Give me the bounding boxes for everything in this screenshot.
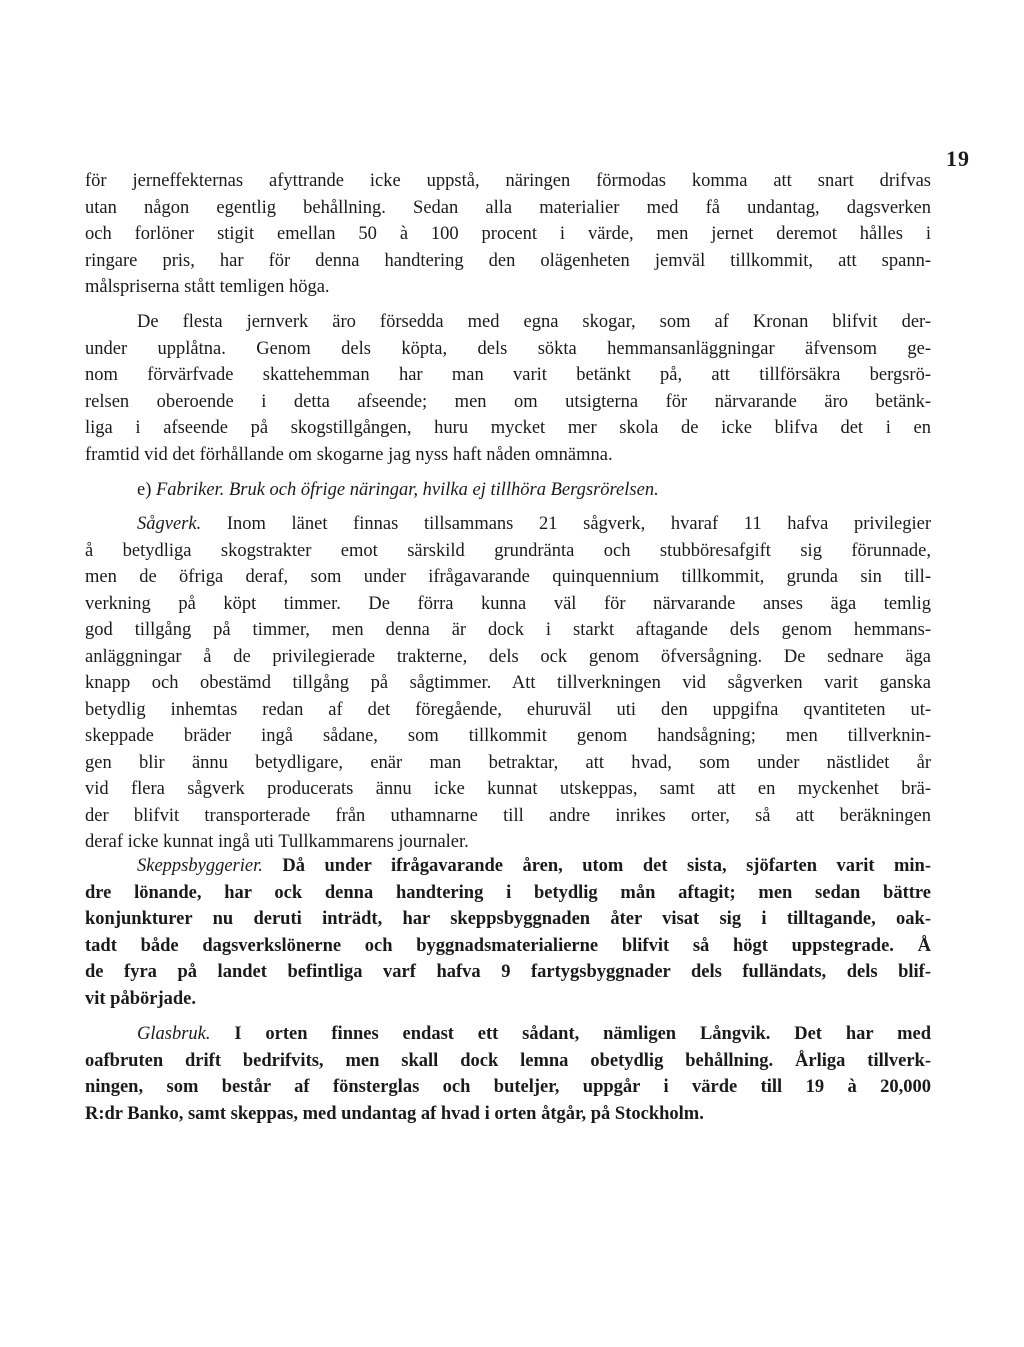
text-line: dre lönande, har ock denna handtering i betydlig mån aftagit; men sedan bättre [85,882,931,903]
section-title: Fabriker. Bruk och öfrige näringar, hvilka ej tillhöra Bergsrörelsen. [156,480,659,500]
text-line [85,853,931,880]
text-line: R:dr Banko, samt skeppas, med undantag af hvad i orten åtgår, på Stockholm. [85,1103,704,1124]
text-line: verkning på köpt timmer. De förra kunna väl för närvarande anses äga temlig [85,593,931,614]
text-line: liga i afseende på skogstillgången, huru mycket mer skola de icke blifva det i en [85,418,931,438]
text-line: å betydliga skogstrakter emot särskild grundränta och stubböresafgift sig förunnade, [85,540,931,561]
text-line: ringare pris, har för denna handtering den olägenheten jemväl tillkommit, att spann- [85,250,931,271]
paragraph-skeppsbyggerier [85,853,931,1012]
paragraph-sagverk [85,511,931,856]
text-line: under upplåtna. Genom dels köpta, dels sökta hemmansanläggningar äfvensom ge- [85,338,931,359]
text-line: der blifvit transporterade från uthamnarne till andre inrikes orter, så att beräkningen [85,805,931,826]
text-line: anläggningar å de privilegierade trakterne, dels ock genom öfversågning. De sednare äga [85,646,931,667]
paragraph-glasbruk [85,1021,931,1127]
text-line: oafbruten drift bedrifvits, men skall dock lemna obetydlig behållning. Årliga tillverk- [85,1050,931,1071]
text-line: betydlig inhemtas redan af det föregående, ehuruväl uti den uppgifna qvantiteten ut- [85,699,931,720]
text-line: utan någon egentlig behållning. Sedan alla materialier med få undantag, dagsverken [85,197,931,218]
text-line: men de öfriga deraf, som under ifrågavarande quinquennium tillkommit, grunda sin till- [85,567,931,587]
text-line-content: Inom länet finnas tillsammans 21 sågverk, hvaraf 11 hafva privilegier [226,514,932,534]
text-line [85,1021,931,1048]
paragraph-2 [85,309,931,468]
text-line: god tillgång på timmer, men denna är dock i starkt aftagande dels genom hemmans- [85,620,931,640]
text-line: nom förvärfvade skattehemman har man varit betänkt på, att tillförsäkra bergsrö- [85,365,931,385]
text-line: och forlöner stigit emellan 50 à 100 procent i värde, men jernet deremot hålles i [85,224,931,244]
text-line: deraf icke kunnat ingå uti Tullkammarens journaler. [85,832,469,852]
text-line: ningen, som består af fönsterglas och buteljer, uppgår i värde till 19 à 20,000 [85,1077,931,1097]
text-line: för jerneffekternas afyttrande icke uppstå, näringen förmodas komma att snart drifvas [85,171,931,191]
text-line: tadt både dagsverkslönerne och byggnadsmaterialierne blifvit så högt uppstegrade. Å [85,935,931,956]
text-line: de fyra på landet befintliga varf hafva 9 fartygsbyggnader dels fulländats, dels blif- [85,962,931,982]
text-line: framtid vid det förhållande om skogarne jag nyss haft nåden omnämna. [85,444,613,465]
text-line: De flesta jernverk äro försedda med egna skogar, som af Kronan blifvit der- [137,312,931,332]
text-line-content: I orten finnes endast ett sådant, nämligen Långvik. Det har med [234,1024,931,1044]
text-line: konjunkturer nu deruti inträdt, har skeppsbyggnaden åter visat sig i tilltagande, oak- [85,909,931,929]
paragraph-1 [85,168,931,301]
text-line: gen blir ännu betydligare, enär man betraktar, att hvad, som under nästlidet år [85,752,931,773]
text-line: skeppade bräder ingå sådane, som tillkommit genom handsågning; men tillverknin- [85,726,931,746]
section-label: e) [137,480,152,500]
text-line-content: Då under ifrågavarande åren, utom det sista, sjöfarten varit min- [282,856,932,876]
text-line: vit påbörjade. [85,988,196,1009]
section-heading-line [85,477,931,504]
text-line [85,511,931,538]
text-line: knapp och obestämd tillgång på sågtimmer. Att tillverkningen vid sågverken varit ganska [85,673,931,693]
text-line: målspriserna stått temligen höga. [85,277,330,297]
paragraph-title: Skeppsbyggerier. [137,856,263,876]
text-line: vid flera sågverk producerats ännu icke kunnat utskeppas, samt att en myckenhet brä- [85,779,931,799]
paragraph-title: Glasbruk. [137,1024,211,1044]
section-heading [85,477,931,504]
paragraph-title: Sågverk. [137,514,202,534]
page-number: 19 [946,146,970,171]
text-line: relsen oberoende i detta afseende; men om utsigterna för närvarande äro betänk- [85,391,931,412]
